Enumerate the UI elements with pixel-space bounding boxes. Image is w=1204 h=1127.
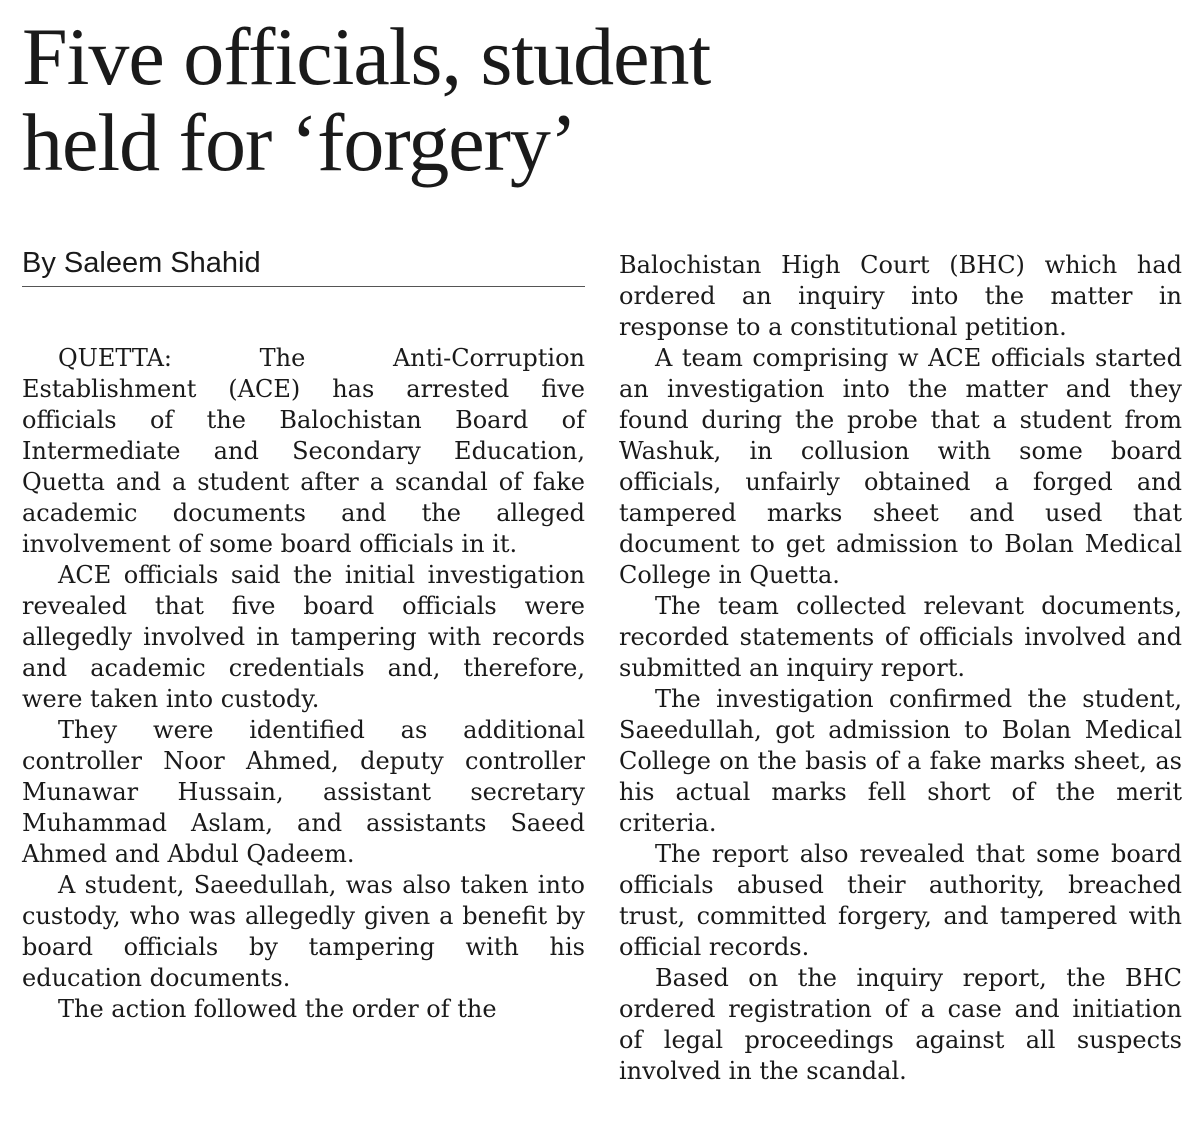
headline-line-2: held for ‘forgery’ bbox=[22, 97, 577, 188]
paragraph: A student, Saeedullah, was also taken into custody, who was allegedly given a benefit by board officials by tampering with his education documents. bbox=[22, 871, 585, 992]
byline: By Saleem Shahid bbox=[22, 244, 585, 287]
paragraph: The action followed the order of the bbox=[58, 995, 497, 1023]
paragraph: They were identified as additional controller Noor Ahmed, deputy controller Munawar Hussain, assistant secretary Muhammad Aslam, and assistants Saeed Ahmed and Abdul Qadeem. bbox=[22, 716, 585, 868]
paragraph: QUETTA: The Anti-Corruption Establishment (ACE) has arrested five officials of the Balochistan Board of Intermediate and Secondary Education, Quetta and a student after a scandal of fake academic documents and the alleged involvement of some board officials in it. bbox=[22, 344, 585, 558]
paragraph-continued: Balochistan High Court (BHC) which had ordered an inquiry into the matter in response to a constitutional petition. bbox=[619, 251, 1182, 341]
paragraph: The investigation confirmed the student, Saeedullah, got admission to Bolan Medical College on the basis of a fake marks sheet, as his actual marks fell short of the merit criteria. bbox=[619, 685, 1182, 837]
article-column-left bbox=[22, 343, 585, 1025]
paragraph: The report also revealed that some board officials abused their authority, breached trust, committed forgery, and tampered with official records. bbox=[619, 840, 1182, 961]
article-column-right bbox=[619, 250, 1182, 1087]
paragraph: The team collected relevant documents, recorded statements of officials involved and submitted an inquiry report. bbox=[619, 592, 1182, 682]
paragraph: Based on the inquiry report, the BHC ordered registration of a case and initiation of legal proceedings against all suspects involved in the scandal. bbox=[619, 964, 1182, 1085]
paragraph: A team comprising w ACE officials started an investigation into the matter and they found during the probe that a student from Washuk, in collusion with some board officials, unfairly obtained a forged and tampered marks sheet and used that document to get admission to Bolan Medical College in Quetta. bbox=[619, 344, 1182, 589]
paragraph: ACE officials said the initial investigation revealed that five board officials were allegedly involved in tampering with records and academic credentials and, therefore, were taken into custody. bbox=[22, 561, 585, 713]
article-headline bbox=[22, 11, 1182, 188]
headline-line-1: Five officials, student bbox=[22, 11, 711, 102]
